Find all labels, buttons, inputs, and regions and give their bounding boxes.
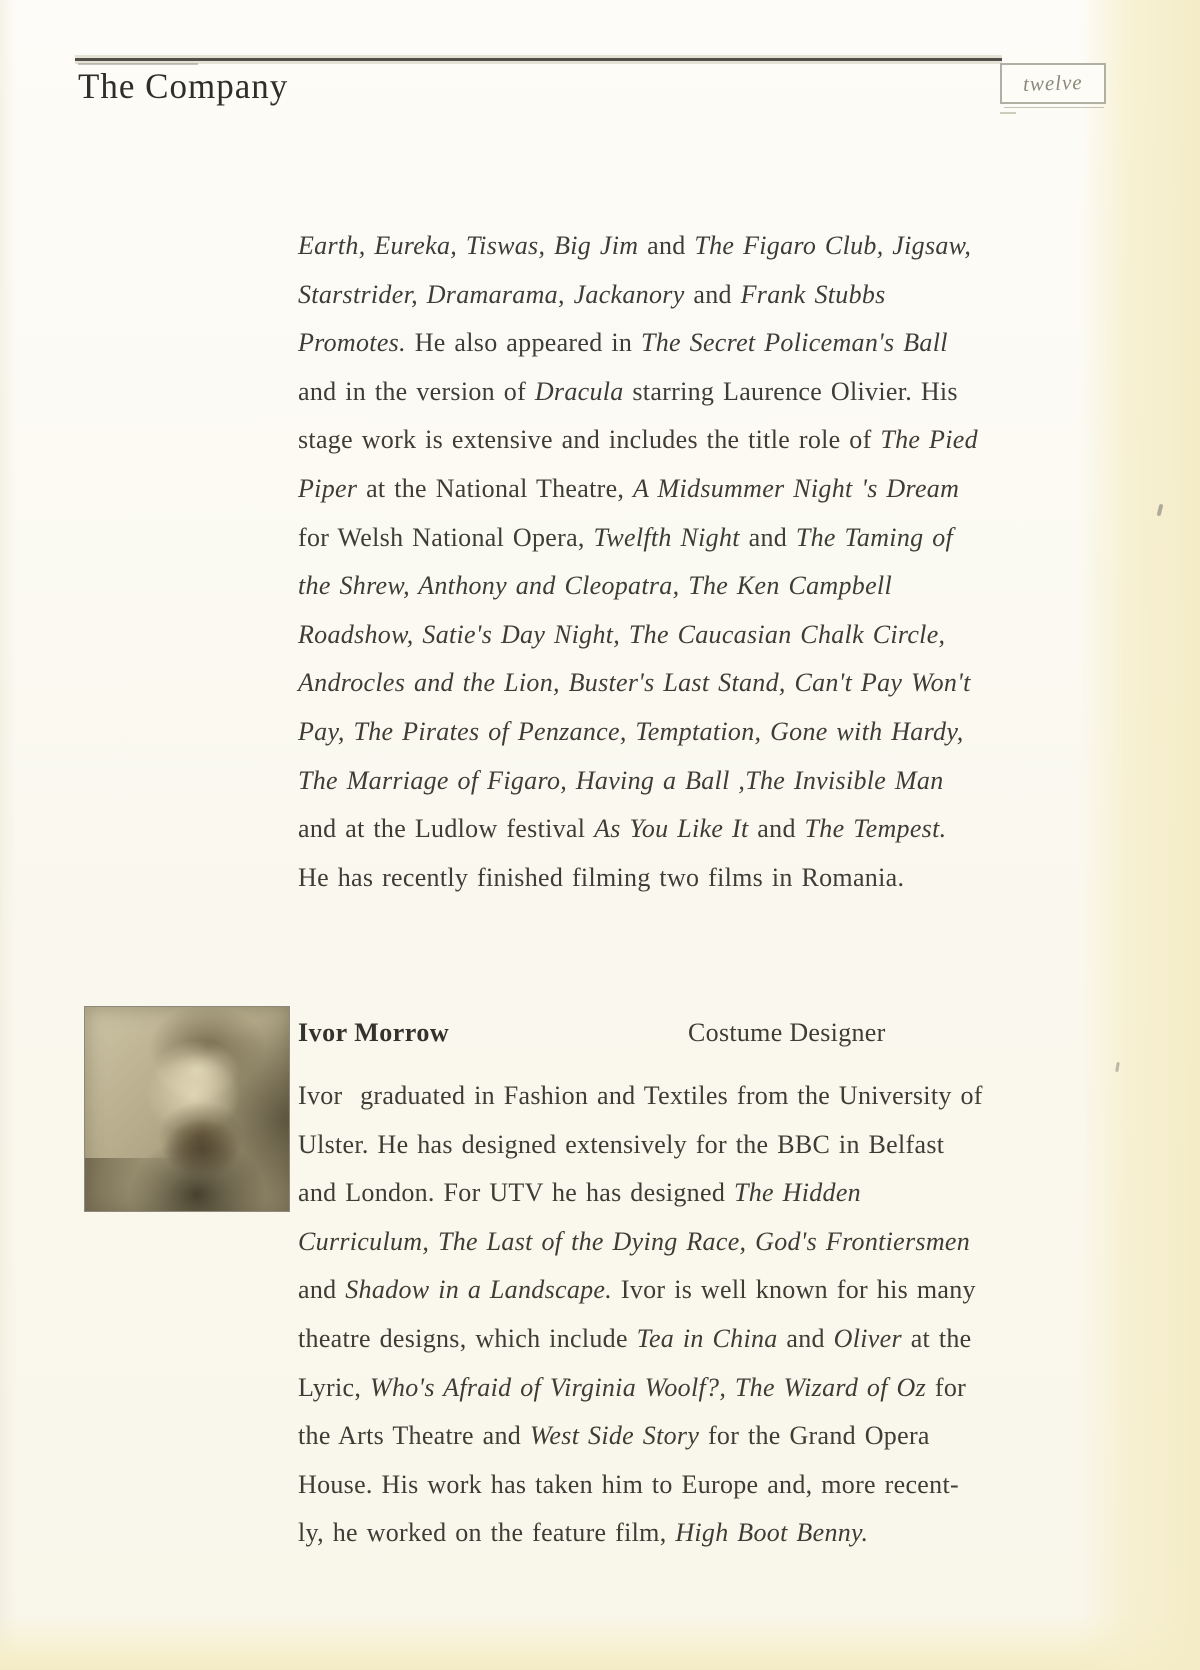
text-line: Earth, Eureka, Tiswas, Big Jim and The Figaro Club, Jigsaw, — [298, 231, 972, 260]
text-line: House. His work has taken him to Europe and, more recent- — [298, 1469, 959, 1499]
text-line: Roadshow, Satie's Day Night, The Caucasian Chalk Circle, — [298, 619, 946, 649]
text-line: The Marriage of Figaro, Having a Ball ,The Invisible Man — [298, 765, 944, 795]
page-number-box — [1000, 63, 1106, 104]
text-line: Pay, The Pirates of Penzance, Temptation, Gone with Hardy, — [298, 716, 964, 746]
text-line: Piper at the National Theatre, A Midsummer Night 's Dream — [298, 473, 960, 503]
text-line: theatre designs, which include Tea in China and Oliver at the — [298, 1323, 972, 1353]
bio-heading-line — [298, 1018, 886, 1058]
text-line: He has recently finished filming two films in Romania. — [298, 862, 905, 892]
scan-speck — [1157, 504, 1164, 517]
page-number-box-underline — [1004, 107, 1104, 108]
text-line: the Shrew, Anthony and Cleopatra, The Ken Campbell — [298, 571, 892, 601]
scan-speck — [1115, 1062, 1120, 1072]
text-line: ly, he worked on the feature film, High Boot Benny. — [298, 1518, 869, 1548]
text-line: and London. For UTV he has designed The Hidden — [298, 1178, 861, 1208]
text-line: for Welsh National Opera, Twelfth Night and The Taming of — [298, 522, 954, 552]
portrait-shoulder-shadow — [85, 1158, 197, 1211]
text-line: Starstrider, Dramarama, Jackanory and Frank Stubbs — [298, 279, 886, 309]
text-line: stage work is extensive and includes the title role of The Pied — [298, 425, 978, 455]
page-number-box-tick — [1000, 112, 1016, 114]
person-role: Costume Designer — [688, 1018, 886, 1047]
text-line: Androcles and the Lion, Buster's Last Stand, Can't Pay Won't — [298, 668, 971, 698]
text-line: and Shadow in a Landscape. Ivor is well known for his many — [298, 1275, 976, 1305]
text-line: and in the version of Dracula starring Laurence Olivier. His — [298, 376, 958, 406]
text-line: and at the Ludlow festival As You Like It and The Tempest. — [298, 814, 947, 844]
portrait-forehead-highlight — [154, 1040, 240, 1101]
header-rule-dashes — [78, 63, 198, 65]
page-title: The Company — [78, 66, 289, 107]
text-line: the Arts Theatre and West Side Story for the Grand Opera — [298, 1421, 930, 1451]
text-line: Curriculum, The Last of the Dying Race, God's Frontiersmen — [298, 1226, 971, 1256]
page-number-label: twelve — [1022, 69, 1084, 97]
text-line: Ulster. He has designed extensively for the BBC in Belfast — [298, 1129, 945, 1159]
header-rule — [75, 58, 1002, 61]
actor-bio-paragraph — [298, 222, 1128, 902]
text-line: Promotes. He also appeared in The Secret Policeman's Ball — [298, 328, 948, 358]
text-line: Lyric, Who's Afraid of Virginia Woolf?, The Wizard of Oz for — [298, 1372, 967, 1402]
text-line: Ivor graduated in Fashion and Textiles from the University of — [298, 1081, 983, 1110]
person-name: Ivor Morrow — [298, 1018, 450, 1047]
portrait-photo — [84, 1006, 290, 1212]
designer-bio-paragraph — [298, 1072, 1128, 1558]
